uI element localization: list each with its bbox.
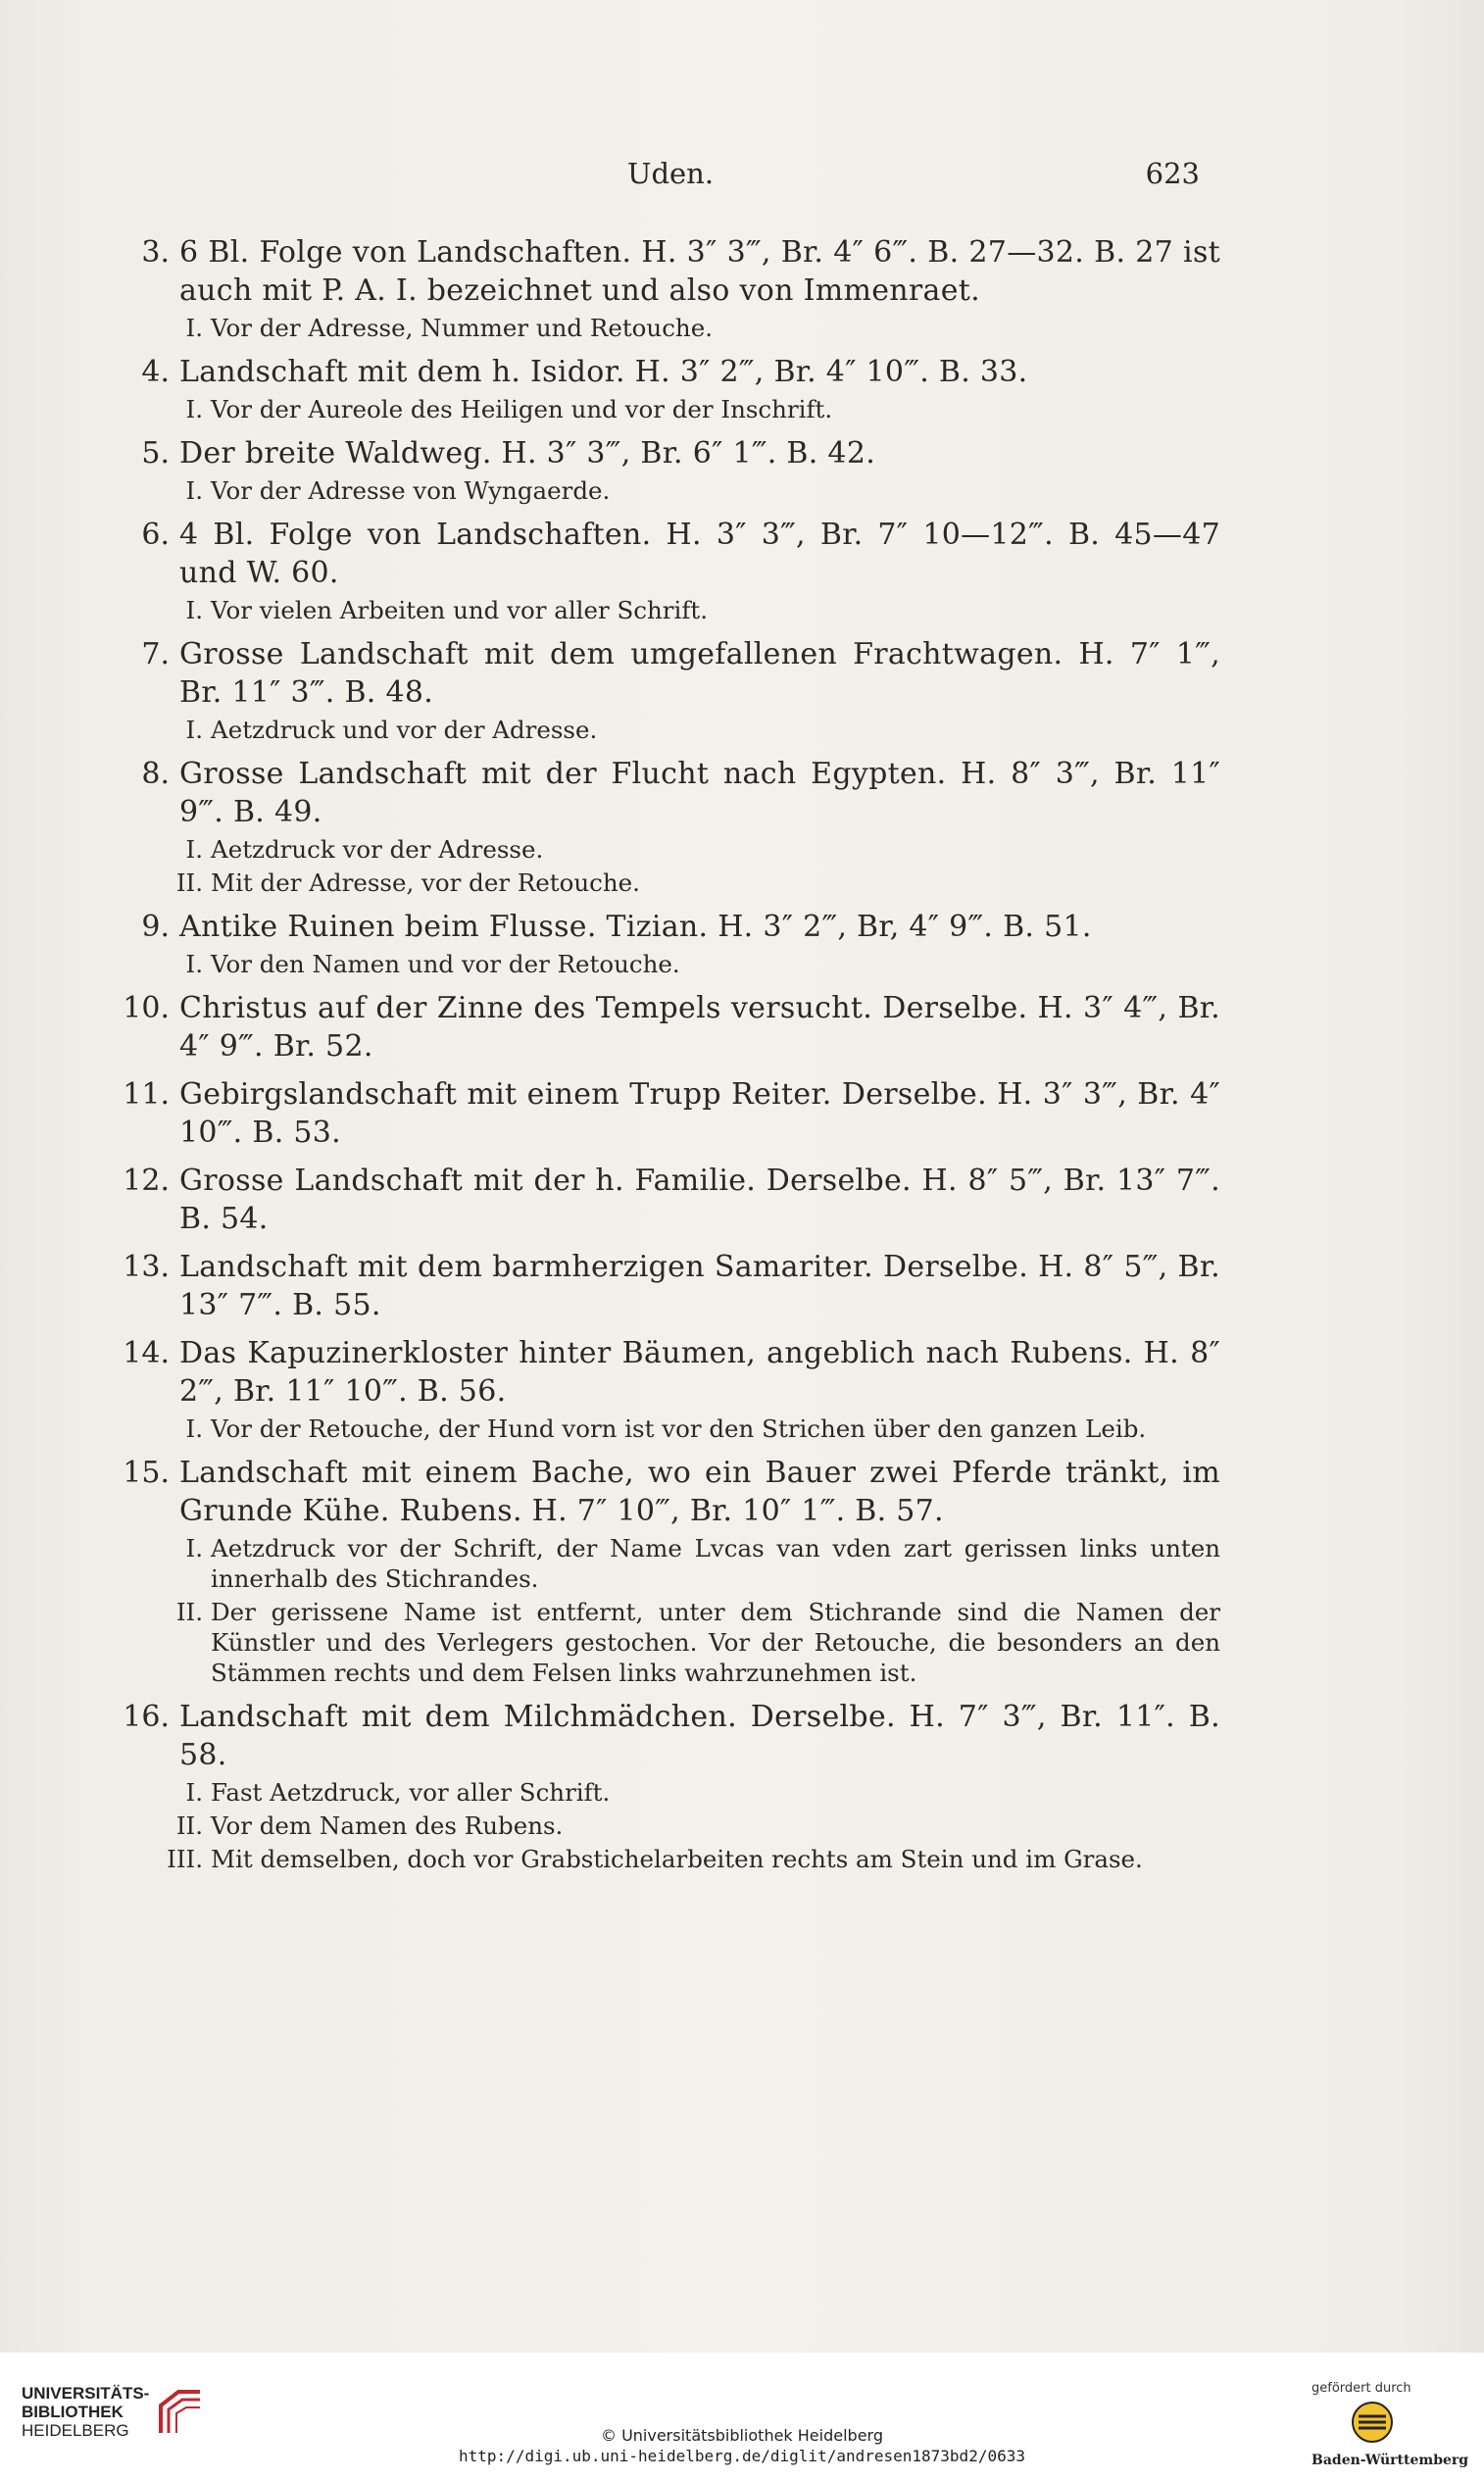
- entry-number: 9.: [141, 910, 170, 944]
- state-note: [185, 715, 1220, 745]
- catalogue-entry: [113, 755, 1220, 898]
- funder-name: Baden-Württemberg: [1311, 2453, 1469, 2468]
- state-note: [185, 834, 1220, 865]
- entry-number: 7.: [141, 637, 170, 671]
- state-numeral: II.: [175, 868, 203, 897]
- catalogue-entry: [113, 1334, 1220, 1444]
- state-numeral: I.: [185, 314, 203, 342]
- state-note: [185, 1414, 1220, 1444]
- entry-description: Landschaft mit dem h. Isidor. H. 3″ 2‴, Br. 4″ 10‴. B. 33.: [179, 355, 1028, 389]
- state-numeral: III.: [167, 1845, 203, 1873]
- entry-number: 3.: [141, 235, 170, 270]
- entry-number: 11.: [123, 1077, 170, 1112]
- state-note: [185, 595, 1220, 625]
- state-text: Vor der Aureole des Heiligen und vor der Inschrift.: [211, 395, 833, 423]
- state-numeral: I.: [185, 395, 203, 423]
- state-note: [167, 1844, 1220, 1874]
- entry-description: Landschaft mit dem Milchmädchen. Derselbe. H. 7″ 3‴, Br. 11″. B. 58.: [179, 1700, 1220, 1772]
- library-name-line3: HEIDELBERG: [22, 2421, 129, 2440]
- entry-description: Das Kapuzinerkloster hinter Bäumen, angeblich nach Rubens. H. 8″ 2‴, Br. 11″ 10‴. B. 56.: [179, 1336, 1220, 1409]
- state-numeral: I.: [185, 476, 203, 505]
- state-text: Vor der Adresse, Nummer und Retouche.: [211, 314, 713, 342]
- entry-description: Der breite Waldweg. H. 3″ 3‴, Br. 6″ 1‴. B. 42.: [179, 436, 876, 471]
- entry-number: 12.: [123, 1164, 170, 1198]
- funded-by-label: gefördert durch: [1311, 2381, 1411, 2396]
- entry-description: Antike Ruinen beim Flusse. Tizian. H. 3″ 2‴, Br, 4″ 9‴. B. 51.: [179, 910, 1092, 944]
- copyright-notice: © Universitätsbibliothek Heidelberg: [600, 2426, 883, 2445]
- page-header: [0, 157, 1484, 196]
- entry-description: Grosse Landschaft mit dem umgefallenen Frachtwagen. H. 7″ 1‴, Br. 11″ 3‴. B. 48.: [179, 637, 1220, 710]
- page-number: 623: [1145, 157, 1200, 190]
- library-name-line2: BIBLIOTHEK: [22, 2403, 124, 2421]
- coat-of-arms-icon: [1349, 2399, 1396, 2446]
- entry-description: 6 Bl. Folge von Landschaften. H. 3″ 3‴, Br. 4″ 6‴. B. 27—32. B. 27 ist auch mit P. A. I. bezeichnet und also von Immenraet.: [179, 235, 1220, 308]
- permalink-link[interactable]: http://digi.ub.uni-heidelberg.de/diglit/andresen1873bd2/0633: [459, 2447, 1025, 2465]
- catalogue-entry: [113, 353, 1220, 424]
- state-note: [185, 313, 1220, 343]
- state-note: [175, 1810, 1220, 1841]
- state-text: Aetzdruck vor der Schrift, der Name Lvcas van vden zart gerissen links unten innerhalb des Stichrandes.: [211, 1534, 1220, 1593]
- state-numeral: I.: [185, 1414, 203, 1443]
- entry-description: Grosse Landschaft mit der Flucht nach Egypten. H. 8″ 3‴, Br. 11″ 9‴. B. 49.: [179, 757, 1220, 829]
- entry-number: 8.: [141, 757, 170, 791]
- entry-number: 4.: [141, 355, 170, 389]
- catalogue-entry: [113, 1075, 1220, 1152]
- state-text: Mit demselben, doch vor Grabstichelarbeiten rechts am Stein und im Grase.: [211, 1845, 1143, 1873]
- state-text: Fast Aetzdruck, vor aller Schrift.: [211, 1778, 611, 1807]
- catalogue-entry: [113, 635, 1220, 745]
- catalogue-entry: [113, 434, 1220, 506]
- state-note: [185, 1533, 1220, 1594]
- catalogue-entry: [113, 1162, 1220, 1238]
- state-note: [185, 475, 1220, 506]
- state-text: Aetzdruck und vor der Adresse.: [211, 716, 598, 744]
- state-text: Vor dem Namen des Rubens.: [211, 1811, 564, 1840]
- entry-number: 6.: [141, 518, 170, 552]
- state-note: [175, 1597, 1220, 1688]
- state-text: Vor der Adresse von Wyngaerde.: [211, 476, 611, 505]
- catalogue-entries: [113, 233, 1220, 1878]
- state-numeral: I.: [185, 950, 203, 978]
- entry-number: 15.: [123, 1456, 170, 1490]
- state-note: [185, 394, 1220, 424]
- entry-number: 5.: [141, 436, 170, 471]
- catalogue-entry: [113, 908, 1220, 979]
- state-numeral: II.: [175, 1811, 203, 1840]
- state-text: Vor den Namen und vor der Retouche.: [211, 950, 680, 978]
- state-text: Vor der Retouche, der Hund vorn ist vor den Strichen über den ganzen Leib.: [211, 1414, 1147, 1443]
- state-numeral: I.: [185, 835, 203, 864]
- entry-description: Landschaft mit einem Bache, wo ein Bauer zwei Pferde tränkt, im Grunde Kühe. Rubens. H. 7″ 10‴, Br. 10″ 1‴. B. 57.: [179, 1456, 1220, 1528]
- entry-number: 10.: [123, 991, 170, 1025]
- catalogue-entry: [113, 233, 1220, 343]
- state-text: Aetzdruck vor der Adresse.: [211, 835, 544, 864]
- catalogue-entry: [113, 516, 1220, 625]
- state-text: Vor vielen Arbeiten und vor aller Schrift.: [211, 596, 709, 624]
- state-note: [185, 949, 1220, 979]
- entry-number: 14.: [123, 1336, 170, 1370]
- state-numeral: II.: [175, 1598, 203, 1626]
- entry-description: Christus auf der Zinne des Tempels versucht. Derselbe. H. 3″ 4‴, Br. 4″ 9‴. Br. 52.: [179, 991, 1220, 1064]
- entry-description: Landschaft mit dem barmherzigen Samariter. Derselbe. H. 8″ 5‴, Br. 13″ 7‴. B. 55.: [179, 1250, 1220, 1322]
- state-numeral: I.: [185, 716, 203, 744]
- entry-description: Grosse Landschaft mit der h. Familie. Derselbe. H. 8″ 5‴, Br. 13″ 7‴. B. 54.: [179, 1164, 1220, 1236]
- catalogue-entry: [113, 1454, 1220, 1688]
- catalogue-entry: [113, 1698, 1220, 1874]
- running-head: Uden.: [627, 157, 715, 190]
- entry-description: 4 Bl. Folge von Landschaften. H. 3″ 3‴, Br. 7″ 10—12‴. B. 45—47 und W. 60.: [179, 518, 1220, 590]
- state-numeral: I.: [185, 1778, 203, 1807]
- library-name-line1: UNIVERSITÄTS-: [22, 2384, 150, 2403]
- state-note: [185, 1777, 1220, 1808]
- entry-description: Gebirgslandschaft mit einem Trupp Reiter. Derselbe. H. 3″ 3‴, Br. 4″ 10‴. B. 53.: [179, 1077, 1220, 1150]
- entry-number: 13.: [123, 1250, 170, 1284]
- state-note: [175, 868, 1220, 898]
- state-numeral: I.: [185, 1534, 203, 1562]
- state-text: Der gerissene Name ist entfernt, unter dem Stichrande sind die Namen der Künstler und des Verlegers gestochen. Vor der Retouche, die besonders an den Stämmen rechts und dem Felsen links wahrzunehmen ist.: [211, 1598, 1220, 1687]
- catalogue-entry: [113, 1248, 1220, 1324]
- entry-number: 16.: [123, 1700, 170, 1734]
- catalogue-entry: [113, 989, 1220, 1066]
- state-text: Mit der Adresse, vor der Retouche.: [211, 868, 640, 897]
- state-numeral: I.: [185, 596, 203, 624]
